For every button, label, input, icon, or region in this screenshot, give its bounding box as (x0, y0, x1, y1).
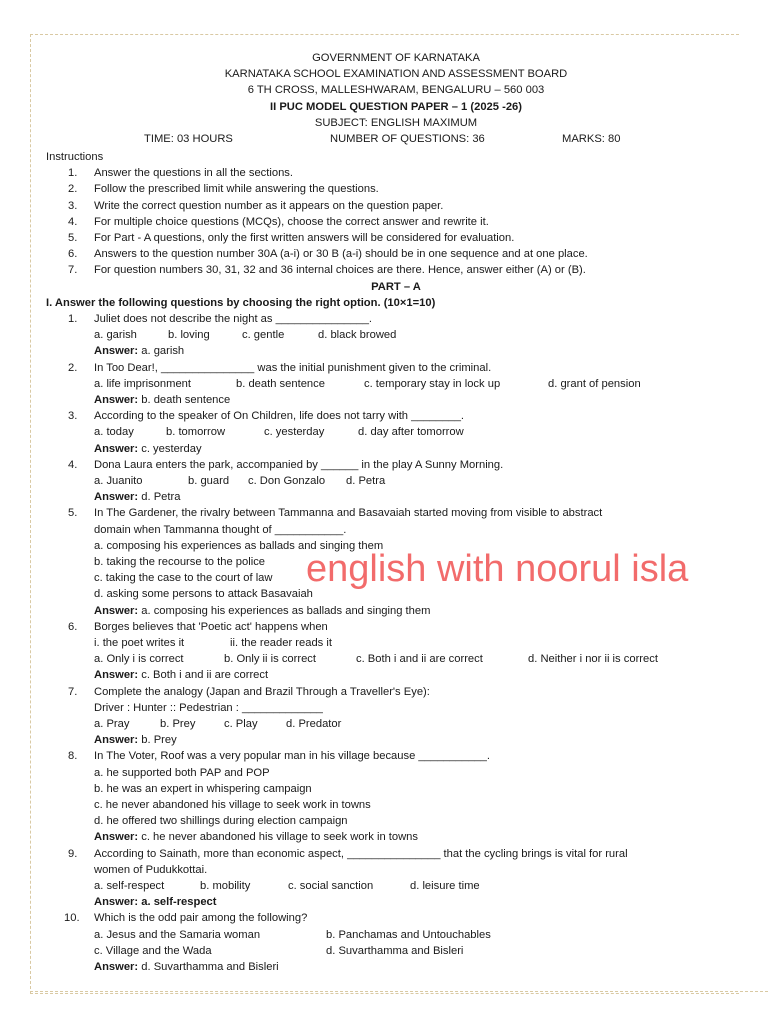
paper-meta (46, 131, 746, 148)
option-8b: b. he was an expert in whispering campaign (94, 782, 312, 795)
options-6: a. Only i is correct b. Only ii is correct c. Both i and ii are correct d. Neither i nor ii is correct (94, 653, 658, 666)
answer-4: Answer: d. Petra (94, 491, 181, 504)
question-1: 1. Juliet does not describe the night as _______________. (68, 313, 373, 326)
instructions-list (46, 165, 746, 278)
question-7-analogy: Driver : Hunter :: Pedestrian : _____________ (94, 701, 323, 714)
instructions-title: Instructions (46, 151, 104, 164)
header-line-1: GOVERNMENT OF KARNATAKA (312, 52, 480, 64)
answer-10: Answer: d. Suvarthamma and Bisleri (94, 961, 279, 974)
questions-label: NUMBER OF QUESTIONS: 36 (330, 133, 485, 146)
question-3: 3. According to the speaker of On Children, life does not tarry with ________. (68, 410, 465, 423)
answer-5: Answer: a. composing his experiences as ballads and singing them (94, 604, 431, 617)
header-line-2: KARNATAKA SCHOOL EXAMINATION AND ASSESSMENT BOARD (224, 68, 568, 81)
time-label: TIME: 03 HOURS (144, 133, 233, 146)
question-5-cont: domain when Tammanna thought of ___________. (94, 523, 347, 536)
instruction-item: 4. For multiple choice questions (MCQs), choose the correct answer and rewrite it. (68, 215, 489, 228)
instruction-item: 3. Write the correct question number as it appears on the question paper. (68, 199, 444, 212)
question-7: 7. Complete the analogy (Japan and Brazil Through a Traveller's Eye): (68, 685, 430, 698)
option-5b: b. taking the recourse to the police (94, 556, 266, 569)
instruction-item: 7. For question numbers 30, 31, 32 and 36 internal choices are there. Hence, answer either (A) or (B). (68, 264, 586, 277)
question-2: 2. In Too Dear!, _______________ was the initial punishment given to the criminal. (68, 361, 492, 374)
bottom-border (30, 991, 768, 992)
question-paper (46, 50, 746, 975)
option-5c: c. taking the case to the court of law (94, 572, 273, 585)
question-10: 10. Which is the odd pair among the following? (64, 912, 308, 925)
options-7: a. Pray b. Prey c. Play d. Predator (94, 718, 342, 731)
question-6: 6. Borges believes that 'Poetic act' happens when (68, 620, 328, 633)
option-8a: a. he supported both PAP and POP (94, 766, 270, 779)
options-2: a. life imprisonment b. death sentence c. temporary stay in lock up d. grant of pension (94, 377, 641, 390)
question-4: 4. Dona Laura enters the park, accompanied by ______ in the play A Sunny Morning. (68, 458, 504, 471)
header-line-3: 6 TH CROSS, MALLESHWARAM, BENGALURU – 560 003 (247, 84, 545, 97)
instruction-item: 6. Answers to the question number 30A (a-i) or 30 B (a-i) should be in one sequence and at one place. (68, 248, 588, 261)
question-9: 9. According to Sainath, more than economic aspect, _______________ that the cycling brings is vital for rural (68, 847, 628, 860)
answer-9: Answer: a. self-respect (94, 896, 217, 909)
instruction-item: 5. For Part - A questions, only the first written answers will be considered for evaluation. (68, 232, 515, 245)
options-10-row2: c. Village and the Wada d. Suvarthamma and Bisleri (94, 944, 464, 957)
marks-label: MARKS: 80 (562, 133, 621, 146)
section-heading: I. Answer the following questions by choosing the right option. (10×1=10) (46, 296, 436, 309)
header-line-5: SUBJECT: ENGLISH MAXIMUM (314, 116, 478, 129)
answer-2: Answer: b. death sentence (94, 394, 231, 407)
question-5: 5. In The Gardener, the rivalry between Tammanna and Basavaiah started moving from visible to abstract (68, 507, 603, 520)
header-line-4: II PUC MODEL QUESTION PAPER – 1 (2025 -26) (270, 100, 522, 113)
options-10-row1: a. Jesus and the Samaria woman b. Panchamas and Untouchables (94, 928, 491, 941)
option-5d: d. asking some persons to attack Basavaiah (94, 588, 313, 601)
sub-statements-6: i. the poet writes it ii. the reader reads it (94, 637, 332, 650)
question-9-cont: women of Pudukkottai. (94, 863, 208, 876)
options-1: a. garish b. loving c. gentle d. black browed (94, 329, 397, 342)
option-8c: c. he never abandoned his village to seek work in towns (94, 799, 371, 812)
options-3: a. today b. tomorrow c. yesterday d. day after tomorrow (94, 426, 464, 439)
answer-7: Answer: b. Prey (94, 734, 177, 747)
question-8: 8. In The Voter, Roof was a very popular man in his village because ___________. (68, 750, 490, 763)
watermark-text: english with noorul isla (306, 548, 689, 590)
answer-1: Answer: a. garish (94, 345, 185, 358)
part-heading: PART – A (371, 280, 421, 293)
instruction-item: 2. Follow the prescribed limit while answering the questions. (68, 183, 379, 196)
options-9: a. self-respect b. mobility c. social sanction d. leisure time (94, 880, 480, 893)
instruction-item: 1. Answer the questions in all the sections. (68, 167, 293, 180)
option-8d: d. he offered two shillings during election campaign (94, 815, 348, 828)
option-5a: a. composing his experiences as ballads and singing them (94, 539, 384, 552)
answer-6: Answer: c. Both i and ii are correct (94, 669, 269, 682)
answer-3: Answer: c. yesterday (94, 442, 202, 455)
answer-8: Answer: c. he never abandoned his village to seek work in towns (94, 831, 418, 844)
options-4: a. Juanito b. guard c. Don Gonzalo d. Petra (94, 475, 386, 488)
